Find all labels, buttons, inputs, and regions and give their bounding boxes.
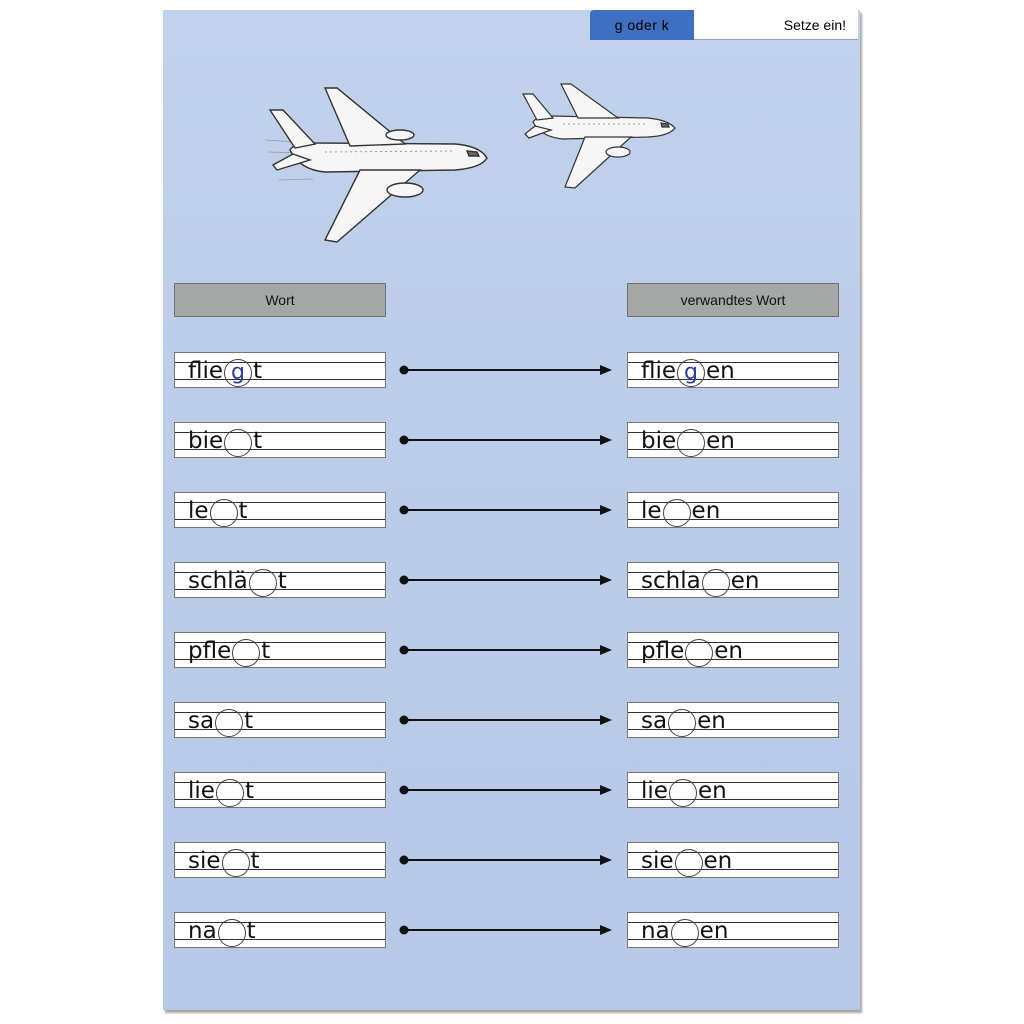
related-write-box[interactable] xyxy=(627,772,839,808)
related-write-box[interactable] xyxy=(627,352,839,388)
word-write-box[interactable] xyxy=(174,772,386,808)
letter-slot-circle[interactable] xyxy=(668,709,696,737)
related-write-box[interactable] xyxy=(627,422,839,458)
letter-slot-circle[interactable] xyxy=(675,849,703,877)
word-suffix: en xyxy=(706,428,735,454)
word-prefix: bie xyxy=(188,428,224,454)
letter-slot-circle[interactable] xyxy=(222,849,250,877)
related-write-box[interactable] xyxy=(627,702,839,738)
word-text xyxy=(641,493,720,529)
word-prefix: pfle xyxy=(641,638,685,664)
letter-slot-circle[interactable] xyxy=(677,429,705,457)
word-text xyxy=(188,913,256,949)
word-prefix: flie xyxy=(188,358,224,384)
letter-slot-circle[interactable] xyxy=(249,569,277,597)
word-prefix: schlä xyxy=(188,568,248,594)
word-suffix: en xyxy=(699,918,729,944)
word-write-box[interactable] xyxy=(174,912,386,948)
word-suffix: t xyxy=(238,498,248,524)
letter-slot-circle[interactable] xyxy=(216,779,244,807)
letter-slot-circle[interactable] xyxy=(232,639,260,667)
letter-slot-circle[interactable] xyxy=(685,639,713,667)
column-header-related-label: verwandtes Wort xyxy=(680,292,786,308)
word-write-box[interactable] xyxy=(174,492,386,528)
word-text xyxy=(641,843,732,879)
word-prefix: sa xyxy=(641,708,668,734)
word-suffix: t xyxy=(246,918,256,944)
word-suffix: en xyxy=(730,568,760,594)
word-text xyxy=(641,913,728,949)
arrow-right-icon xyxy=(398,853,614,867)
arrow-right-icon xyxy=(398,573,614,587)
word-write-box[interactable] xyxy=(174,422,386,458)
letter-slot-circle[interactable] xyxy=(663,499,691,527)
letter-slot-circle[interactable] xyxy=(224,429,252,457)
word-suffix: en xyxy=(691,498,721,524)
letter-slot-circle[interactable] xyxy=(671,919,699,947)
letter-slot-circle[interactable]: g xyxy=(677,359,705,387)
word-suffix: en xyxy=(697,778,727,804)
word-write-box[interactable] xyxy=(174,842,386,878)
word-prefix: flie xyxy=(641,358,677,384)
word-text xyxy=(188,353,262,389)
word-prefix: lie xyxy=(188,778,215,804)
word-text xyxy=(641,353,735,389)
word-text xyxy=(641,703,726,739)
related-write-box[interactable] xyxy=(627,562,839,598)
word-prefix: le xyxy=(188,498,209,524)
letter-slot-circle[interactable] xyxy=(210,499,238,527)
letter-slot-circle[interactable] xyxy=(669,779,697,807)
word-text xyxy=(188,493,248,529)
letter-slot-circle[interactable] xyxy=(702,569,730,597)
word-text xyxy=(188,423,262,459)
word-suffix: t xyxy=(277,568,287,594)
word-suffix: t xyxy=(244,778,254,804)
word-suffix: t xyxy=(253,428,263,454)
word-prefix: schla xyxy=(641,568,701,594)
column-header-word-label: Wort xyxy=(265,292,295,308)
related-write-box[interactable] xyxy=(627,912,839,948)
airplane-icon-small xyxy=(523,84,675,188)
word-text xyxy=(188,703,253,739)
letter-slot-circle[interactable]: g xyxy=(224,359,252,387)
word-write-box[interactable] xyxy=(174,702,386,738)
airplanes-illustration xyxy=(255,80,695,250)
word-prefix: sie xyxy=(641,848,674,874)
arrow-right-icon xyxy=(398,783,614,797)
word-write-box[interactable] xyxy=(174,352,386,388)
word-text xyxy=(641,563,759,599)
column-header-word xyxy=(174,283,386,317)
instruction-label: Setze ein! xyxy=(783,16,846,33)
word-suffix: t xyxy=(244,708,254,734)
word-text xyxy=(188,773,254,809)
word-prefix: lie xyxy=(641,778,668,804)
arrow-right-icon xyxy=(398,713,614,727)
word-text xyxy=(641,633,743,669)
instruction-tab xyxy=(694,10,858,40)
word-prefix: sa xyxy=(188,708,215,734)
word-text xyxy=(188,843,260,879)
related-write-box[interactable] xyxy=(627,842,839,878)
word-prefix: bie xyxy=(641,428,677,454)
word-prefix: na xyxy=(641,918,670,944)
word-write-box[interactable] xyxy=(174,632,386,668)
word-prefix: sie xyxy=(188,848,221,874)
word-text xyxy=(641,423,735,459)
word-text xyxy=(188,633,270,669)
letter-slot-circle[interactable] xyxy=(215,709,243,737)
related-write-box[interactable] xyxy=(627,632,839,668)
column-header-related xyxy=(627,283,839,317)
word-suffix: t xyxy=(261,638,271,664)
arrow-right-icon xyxy=(398,363,614,377)
letter-slot-circle[interactable] xyxy=(218,919,246,947)
arrow-right-icon xyxy=(398,503,614,517)
word-suffix: en xyxy=(703,848,733,874)
word-prefix: na xyxy=(188,918,217,944)
airplane-icon-large xyxy=(265,88,487,242)
word-suffix: t xyxy=(250,848,260,874)
arrow-right-icon xyxy=(398,923,614,937)
word-prefix: le xyxy=(641,498,662,524)
word-suffix: en xyxy=(714,638,743,664)
topic-tab xyxy=(590,10,694,40)
word-text xyxy=(641,773,727,809)
word-suffix: t xyxy=(253,358,263,384)
arrow-right-icon xyxy=(398,643,614,657)
word-prefix: pfle xyxy=(188,638,232,664)
topic-label: g oder k xyxy=(614,17,670,33)
word-write-box[interactable] xyxy=(174,562,386,598)
word-text xyxy=(188,563,287,599)
word-suffix: en xyxy=(697,708,726,734)
arrow-right-icon xyxy=(398,433,614,447)
word-suffix: en xyxy=(706,358,735,384)
related-write-box[interactable] xyxy=(627,492,839,528)
